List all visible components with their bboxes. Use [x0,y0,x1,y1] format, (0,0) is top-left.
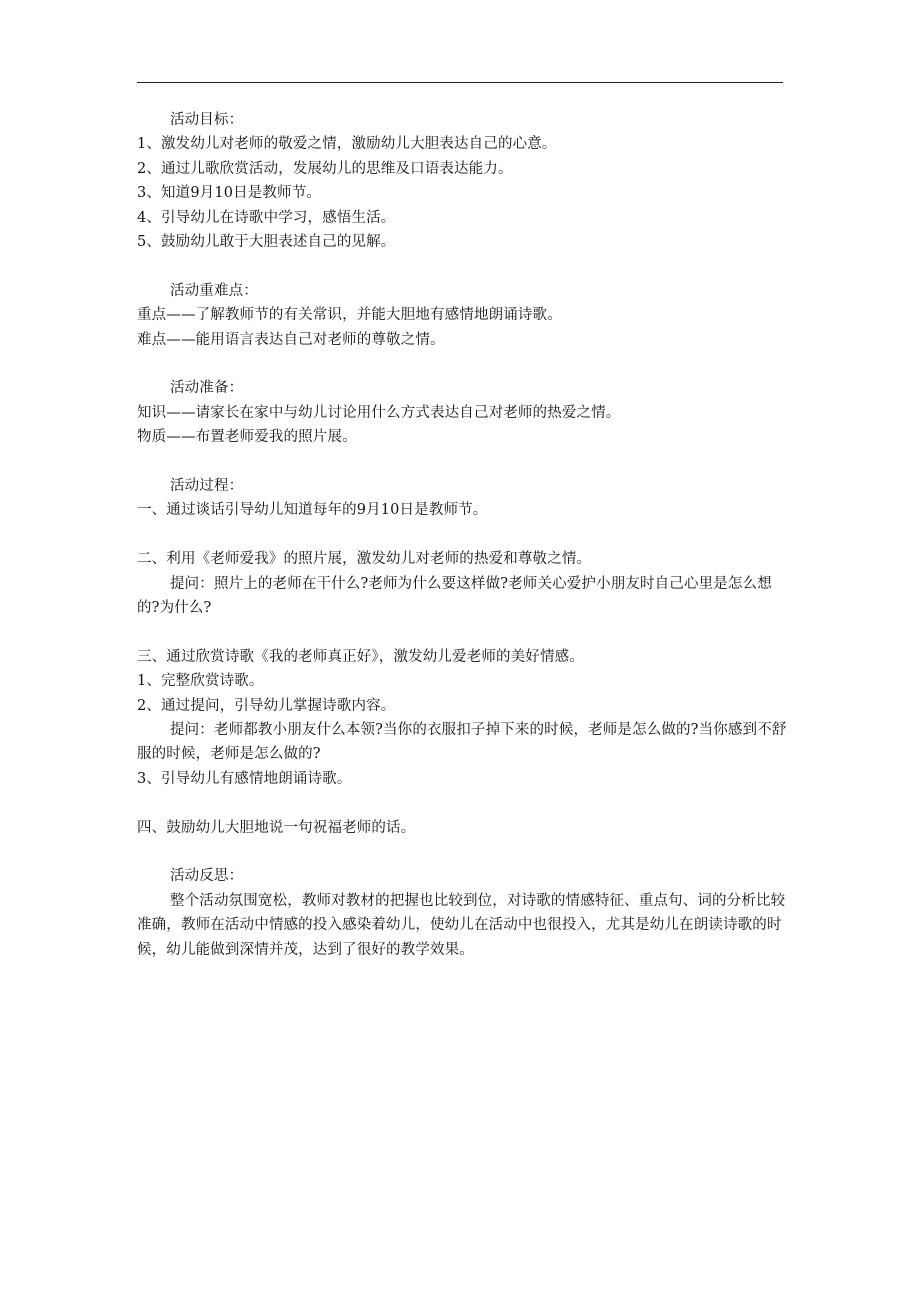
process-step-3: 三、通过欣赏诗歌《我的老师真正好》，激发幼儿爱老师的美好情感。 [137,648,584,665]
process-step-3-question: 提问：老师都教小朋友什么本领?当你的衣服扣子掉下来的时候，老师是怎么做的?当你感到不舒服的时候，老师是怎么做的? [137,722,787,763]
key-point-item: 重点——了解教师节的有关常识，并能大胆地有感情地朗诵诗歌。 [137,307,562,324]
process-step-3-item: 3、引导幼儿有感情地朗诵诗歌。 [137,770,352,787]
preparation-item: 物质——布置老师爱我的照片展。 [137,429,357,446]
preparation-heading: 活动准备： [170,380,244,397]
reflection-body: 整个活动氛围宽松，教师对教材的把握也比较到位，对诗歌的情感特征、重点句、词的分析比较准确，教师在活动中情感的投入感染着幼儿，使幼儿在活动中也很投入，尤其是幼儿在朗读诗歌的时候，幼儿能做到深情并茂，达到了很好的教学效果。 [137,892,786,958]
process-step-3-item: 2、通过提问，引导幼儿掌握诗歌内容。 [137,697,396,714]
goal-item: 1、激发幼儿对老师的敬爱之情，激励幼儿大胆表达自己的心意。 [137,136,557,153]
goal-item: 5、鼓励幼儿敢于大胆表述自己的见解。 [137,234,396,251]
process-step-2-question: 提问：照片上的老师在干什么?老师为什么要这样做?老师关心爱护小朋友时自己心里是怎么想的?为什么? [137,575,772,617]
reflection-heading: 活动反思： [170,868,244,885]
header-rule [137,82,783,83]
key-points-heading: 活动重难点： [170,282,258,299]
process-heading: 活动过程： [170,478,244,495]
process-step-3-item: 1、完整欣赏诗歌。 [137,673,264,690]
preparation-item: 知识——请家长在家中与幼儿讨论用什么方式表达自己对老师的热爱之情。 [137,404,621,421]
goals-heading: 活动目标： [170,112,244,128]
document-body [137,108,789,962]
key-point-item: 难点——能用语言表达自己对老师的尊敬之情。 [137,331,445,348]
process-step-2: 二、利用《老师爱我》的照片展，激发幼儿对老师的热爱和尊敬之情。 [137,551,592,568]
goal-item: 3、知道9月10日是教师节。 [137,185,322,202]
goal-item: 4、引导幼儿在诗歌中学习，感悟生活。 [137,209,396,226]
process-step-1: 一、通过谈话引导幼儿知道每年的9月10日是教师节。 [137,502,488,519]
process-step-4: 四、鼓励幼儿大胆地说一句祝福老师的话。 [137,819,416,836]
goal-item: 2、通过儿歌欣赏活动，发展幼儿的思维及口语表达能力。 [137,160,513,177]
